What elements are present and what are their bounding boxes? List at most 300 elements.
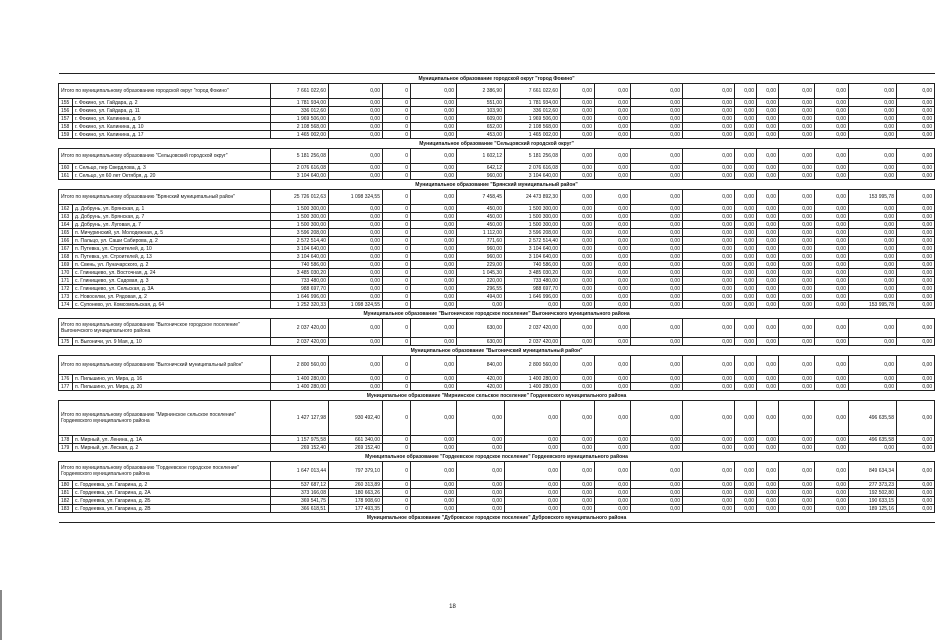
value-cell-4: 0,00 [411,261,457,269]
value-cell-6: 24 473 892,30 [505,190,561,205]
value-cell-13: 0,00 [779,462,815,481]
value-cell-5: 103,90 [457,107,505,115]
value-cell-11: 0,00 [735,261,757,269]
table-row [59,269,935,277]
value-cell-3: 0 [383,301,411,309]
address-cell: п. Пильшино, ул. Мира, д. 20 [73,383,271,391]
address-cell: п. Выгоничи, ул. 9 Мая, д. 10 [73,338,271,346]
value-cell-16: 0,00 [897,319,935,338]
value-cell-11: 0,00 [735,172,757,180]
value-cell-1: 3 104 640,00 [271,253,329,261]
value-cell-8: 0,00 [595,301,631,309]
value-cell-14: 0,00 [815,277,849,285]
table-row [59,383,935,391]
row-number: 171 [59,277,73,285]
value-cell-9: 0,00 [631,319,683,338]
value-cell-12: 0,00 [757,221,779,229]
table-row [59,172,935,180]
value-cell-9: 0,00 [631,172,683,180]
value-cell-14: 0,00 [815,293,849,301]
table-row [59,131,935,139]
value-cell-10: 0,00 [683,356,735,375]
value-cell-13: 0,00 [779,253,815,261]
value-cell-15: 0,00 [849,253,897,261]
value-cell-16: 0,00 [897,245,935,253]
value-cell-16: 0,00 [897,253,935,261]
value-cell-16: 0,00 [897,164,935,172]
subtotal-label: Итого по муниципальному образованию "Выгоничский муниципальный район" [59,356,271,375]
value-cell-11: 0,00 [735,131,757,139]
value-cell-3: 0 [383,221,411,229]
value-cell-6: 3 104 640,00 [505,172,561,180]
value-cell-10: 0,00 [683,123,735,131]
value-cell-13: 0,00 [779,237,815,245]
value-cell-16: 0,00 [897,123,935,131]
address-cell: п. Путевка, ул. Строителей, д. 13 [73,253,271,261]
value-cell-1: 5 181 256,08 [271,149,329,164]
value-cell-10: 0,00 [683,237,735,245]
value-cell-14: 0,00 [815,401,849,436]
address-cell: с. Глинищево, ул. Сельская, д. 3А [73,285,271,293]
value-cell-9: 0,00 [631,84,683,99]
value-cell-6: 0,00 [505,301,561,309]
value-cell-4: 0,00 [411,269,457,277]
value-cell-13: 0,00 [779,401,815,436]
value-cell-2: 0,00 [329,383,383,391]
value-cell-14: 0,00 [815,123,849,131]
section-title: Муниципальное образование "Мирнинское сельское поселение" Гордеевского муниципального района [59,391,935,401]
subtotal-label: Итого по муниципальному образованию "Гордеевское городское поселение" Гордеевского муниципального района [59,462,271,481]
row-number: 155 [59,99,73,107]
value-cell-5: 453,00 [457,131,505,139]
value-cell-3: 0 [383,356,411,375]
value-cell-15: 0,00 [849,99,897,107]
value-cell-1: 2 037 420,00 [271,319,329,338]
address-cell: д. Добрунь, ул. Брянская, д. 1 [73,205,271,213]
value-cell-1: 2 800 560,00 [271,356,329,375]
value-cell-8: 0,00 [595,237,631,245]
value-cell-7: 0,00 [561,221,595,229]
value-cell-2: 0,00 [329,375,383,383]
value-cell-8: 0,00 [595,213,631,221]
section-title: Муниципальное образование "Выгоничский муниципальный район" [59,346,935,356]
value-cell-4: 0,00 [411,131,457,139]
value-cell-11: 0,00 [735,277,757,285]
value-cell-10: 0,00 [683,261,735,269]
value-cell-13: 0,00 [779,123,815,131]
page-number: 18 [449,604,456,610]
value-cell-1: 2 108 568,00 [271,123,329,131]
value-cell-16: 0,00 [897,205,935,213]
value-cell-13: 0,00 [779,293,815,301]
value-cell-3: 0 [383,462,411,481]
value-cell-11: 0,00 [735,253,757,261]
value-cell-6: 1 646 996,00 [505,293,561,301]
value-cell-9: 0,00 [631,462,683,481]
value-cell-12: 0,00 [757,229,779,237]
value-cell-6: 2 076 616,08 [505,164,561,172]
value-cell-3: 0 [383,205,411,213]
value-cell-7: 0,00 [561,99,595,107]
row-number: 157 [59,115,73,123]
value-cell-6: 1 465 002,00 [505,131,561,139]
value-cell-11: 0,00 [735,444,757,452]
value-cell-16: 0,00 [897,444,935,452]
value-cell-16: 0,00 [897,497,935,505]
table-row [59,221,935,229]
table-row [59,375,935,383]
value-cell-5: 840,00 [457,356,505,375]
value-cell-15: 496 635,58 [849,401,897,436]
value-cell-7: 0,00 [561,237,595,245]
value-cell-6: 3 485 030,20 [505,269,561,277]
value-cell-13: 0,00 [779,269,815,277]
value-cell-13: 0,00 [779,99,815,107]
value-cell-2: 0,00 [329,221,383,229]
value-cell-11: 0,00 [735,489,757,497]
value-cell-3: 0 [383,481,411,489]
value-cell-6: 1 500 300,00 [505,221,561,229]
row-number: 156 [59,107,73,115]
value-cell-4: 0,00 [411,245,457,253]
value-cell-8: 0,00 [595,172,631,180]
value-cell-15: 190 633,15 [849,497,897,505]
value-cell-11: 0,00 [735,356,757,375]
value-cell-13: 0,00 [779,221,815,229]
address-cell: п. Путевка, ул. Строителей, д. 10 [73,245,271,253]
subtotal-row [59,149,935,164]
value-cell-1: 1 465 002,00 [271,131,329,139]
value-cell-9: 0,00 [631,164,683,172]
value-cell-2: 0,00 [329,172,383,180]
value-cell-3: 0 [383,237,411,245]
value-cell-1: 1 400 280,00 [271,375,329,383]
value-cell-12: 0,00 [757,261,779,269]
table-row [59,115,935,123]
value-cell-15: 0,00 [849,164,897,172]
value-cell-6: 1 400 280,00 [505,375,561,383]
value-cell-15: 0,00 [849,338,897,346]
value-cell-11: 0,00 [735,383,757,391]
value-cell-1: 733 480,00 [271,277,329,285]
section-header-row [59,391,935,401]
value-cell-14: 0,00 [815,205,849,213]
value-cell-10: 0,00 [683,190,735,205]
value-cell-13: 0,00 [779,497,815,505]
table-row [59,444,935,452]
value-cell-7: 0,00 [561,205,595,213]
value-cell-3: 0 [383,84,411,99]
value-cell-3: 0 [383,489,411,497]
value-cell-4: 0,00 [411,285,457,293]
value-cell-8: 0,00 [595,123,631,131]
value-cell-15: 0,00 [849,221,897,229]
value-cell-5: 0,00 [457,497,505,505]
value-cell-13: 0,00 [779,229,815,237]
value-cell-1: 336 012,60 [271,107,329,115]
value-cell-3: 0 [383,436,411,444]
value-cell-12: 0,00 [757,505,779,513]
value-cell-3: 0 [383,213,411,221]
value-cell-5: 0,00 [457,489,505,497]
value-cell-12: 0,00 [757,107,779,115]
section-title: Муниципальное образование "Гордеевское городское поселение" Гордеевского муниципального района [59,452,935,462]
value-cell-4: 0,00 [411,401,457,436]
value-cell-2: 0,00 [329,277,383,285]
value-cell-14: 0,00 [815,99,849,107]
value-cell-14: 0,00 [815,115,849,123]
scan-edge-mark [0,590,2,640]
table-row [59,253,935,261]
section-title: Муниципальное образование "Сельцовский городской округ" [59,139,935,149]
value-cell-10: 0,00 [683,277,735,285]
value-cell-16: 0,00 [897,115,935,123]
value-cell-11: 0,00 [735,149,757,164]
value-cell-12: 0,00 [757,253,779,261]
value-cell-16: 0,00 [897,285,935,293]
value-cell-10: 0,00 [683,99,735,107]
address-cell: с. Супонево, ул. Комсомольская, д. 64 [73,301,271,309]
value-cell-3: 0 [383,131,411,139]
value-cell-8: 0,00 [595,338,631,346]
value-cell-6: 740 586,00 [505,261,561,269]
address-cell: с. Новоселки, ул. Рядовая, д. 2 [73,293,271,301]
value-cell-16: 0,00 [897,99,935,107]
value-cell-11: 0,00 [735,497,757,505]
value-cell-12: 0,00 [757,123,779,131]
value-cell-4: 0,00 [411,190,457,205]
value-cell-5: 420,00 [457,375,505,383]
value-cell-14: 0,00 [815,497,849,505]
value-cell-4: 0,00 [411,383,457,391]
value-cell-2: 180 663,26 [329,489,383,497]
register-table [58,73,935,523]
value-cell-16: 0,00 [897,237,935,245]
value-cell-5: 630,00 [457,319,505,338]
address-cell: д. Добрунь, ул. Луговая, д. 7 [73,221,271,229]
value-cell-13: 0,00 [779,356,815,375]
value-cell-14: 0,00 [815,356,849,375]
value-cell-4: 0,00 [411,293,457,301]
table-row [59,338,935,346]
value-cell-12: 0,00 [757,444,779,452]
value-cell-13: 0,00 [779,205,815,213]
row-number: 166 [59,237,73,245]
value-cell-1: 740 586,00 [271,261,329,269]
value-cell-10: 0,00 [683,401,735,436]
value-cell-5: 0,00 [457,481,505,489]
value-cell-6: 0,00 [505,481,561,489]
address-cell: с. Гордеевка, ул. Гагарина, д. 2А [73,489,271,497]
value-cell-4: 0,00 [411,205,457,213]
value-cell-2: 1 098 324,55 [329,190,383,205]
value-cell-3: 0 [383,375,411,383]
value-cell-2: 0,00 [329,164,383,172]
value-cell-13: 0,00 [779,319,815,338]
value-cell-9: 0,00 [631,213,683,221]
value-cell-12: 0,00 [757,301,779,309]
value-cell-12: 0,00 [757,172,779,180]
value-cell-1: 1 500 300,00 [271,205,329,213]
value-cell-1: 369 541,75 [271,497,329,505]
value-cell-8: 0,00 [595,229,631,237]
value-cell-6: 0,00 [505,505,561,513]
value-cell-2: 0,00 [329,115,383,123]
value-cell-10: 0,00 [683,115,735,123]
value-cell-7: 0,00 [561,123,595,131]
section-header-row [59,180,935,190]
value-cell-13: 0,00 [779,444,815,452]
value-cell-14: 0,00 [815,190,849,205]
value-cell-4: 0,00 [411,229,457,237]
section-header-row [59,139,935,149]
value-cell-10: 0,00 [683,245,735,253]
value-cell-10: 0,00 [683,462,735,481]
value-cell-10: 0,00 [683,107,735,115]
value-cell-11: 0,00 [735,237,757,245]
value-cell-14: 0,00 [815,481,849,489]
value-cell-6: 1 500 300,00 [505,205,561,213]
value-cell-6: 336 012,60 [505,107,561,115]
value-cell-3: 0 [383,444,411,452]
value-cell-1: 1 781 934,00 [271,99,329,107]
value-cell-12: 0,00 [757,245,779,253]
value-cell-7: 0,00 [561,497,595,505]
value-cell-9: 0,00 [631,107,683,115]
table-row [59,229,935,237]
value-cell-1: 373 166,08 [271,489,329,497]
table-row [59,505,935,513]
value-cell-5: 960,00 [457,172,505,180]
value-cell-8: 0,00 [595,436,631,444]
value-cell-5: 7 458,45 [457,190,505,205]
value-cell-6: 0,00 [505,401,561,436]
value-cell-8: 0,00 [595,319,631,338]
value-cell-11: 0,00 [735,84,757,99]
value-cell-11: 0,00 [735,123,757,131]
value-cell-11: 0,00 [735,293,757,301]
value-cell-5: 0,00 [457,505,505,513]
value-cell-3: 0 [383,190,411,205]
value-cell-8: 0,00 [595,462,631,481]
value-cell-15: 0,00 [849,383,897,391]
value-cell-9: 0,00 [631,261,683,269]
value-cell-3: 0 [383,505,411,513]
value-cell-3: 0 [383,383,411,391]
value-cell-10: 0,00 [683,213,735,221]
value-cell-7: 0,00 [561,301,595,309]
value-cell-6: 3 596 208,00 [505,229,561,237]
subtotal-row [59,84,935,99]
value-cell-6: 1 969 506,00 [505,115,561,123]
value-cell-16: 0,00 [897,269,935,277]
table-row [59,123,935,131]
value-cell-16: 0,00 [897,261,935,269]
value-cell-5: 0,00 [457,444,505,452]
value-cell-4: 0,00 [411,107,457,115]
value-cell-7: 0,00 [561,285,595,293]
value-cell-16: 0,00 [897,383,935,391]
table-row [59,497,935,505]
value-cell-4: 0,00 [411,356,457,375]
table-row [59,164,935,172]
address-cell: п. Мирный, ул. Лесная, д. 2 [73,444,271,452]
value-cell-7: 0,00 [561,149,595,164]
value-cell-9: 0,00 [631,489,683,497]
row-number: 163 [59,213,73,221]
value-cell-12: 0,00 [757,338,779,346]
value-cell-4: 0,00 [411,172,457,180]
value-cell-1: 1 427 127,98 [271,401,329,436]
value-cell-13: 0,00 [779,285,815,293]
value-cell-9: 0,00 [631,277,683,285]
value-cell-9: 0,00 [631,285,683,293]
value-cell-14: 0,00 [815,237,849,245]
value-cell-5: 296,55 [457,285,505,293]
value-cell-12: 0,00 [757,462,779,481]
value-cell-5: 0,00 [457,301,505,309]
value-cell-8: 0,00 [595,245,631,253]
section-title: Муниципальное образование "Брянский муниципальный район" [59,180,935,190]
value-cell-11: 0,00 [735,107,757,115]
value-cell-4: 0,00 [411,213,457,221]
value-cell-7: 0,00 [561,375,595,383]
value-cell-7: 0,00 [561,401,595,436]
value-cell-8: 0,00 [595,481,631,489]
value-cell-8: 0,00 [595,383,631,391]
value-cell-5: 2 386,90 [457,84,505,99]
value-cell-7: 0,00 [561,245,595,253]
section-title: Муниципальное образование городской округ "город Фокино" [59,74,935,84]
table-row [59,285,935,293]
value-cell-14: 0,00 [815,285,849,293]
value-cell-7: 0,00 [561,505,595,513]
value-cell-11: 0,00 [735,164,757,172]
value-cell-12: 0,00 [757,205,779,213]
value-cell-9: 0,00 [631,131,683,139]
value-cell-6: 5 181 256,08 [505,149,561,164]
subtotal-row [59,462,935,481]
row-number: 161 [59,172,73,180]
subtotal-label: Итого по муниципальному образованию городской округ "город Фокино" [59,84,271,99]
value-cell-6: 2 800 560,00 [505,356,561,375]
value-cell-1: 366 618,51 [271,505,329,513]
value-cell-13: 0,00 [779,436,815,444]
value-cell-3: 0 [383,319,411,338]
table-row [59,237,935,245]
value-cell-4: 0,00 [411,149,457,164]
value-cell-10: 0,00 [683,172,735,180]
value-cell-5: 642,12 [457,164,505,172]
value-cell-1: 1 252 320,33 [271,301,329,309]
value-cell-7: 0,00 [561,115,595,123]
value-cell-12: 0,00 [757,115,779,123]
value-cell-16: 0,00 [897,190,935,205]
value-cell-4: 0,00 [411,319,457,338]
value-cell-12: 0,00 [757,375,779,383]
value-cell-12: 0,00 [757,213,779,221]
value-cell-2: 0,00 [329,149,383,164]
value-cell-13: 0,00 [779,115,815,123]
value-cell-10: 0,00 [683,205,735,213]
row-number: 158 [59,123,73,131]
value-cell-5: 0,00 [457,401,505,436]
value-cell-12: 0,00 [757,481,779,489]
row-number: 168 [59,253,73,261]
subtotal-label: Итого по муниципальному образованию "Выгоничское городское поселение" Выгоничского муниципального района [59,319,271,338]
value-cell-15: 0,00 [849,149,897,164]
value-cell-9: 0,00 [631,229,683,237]
